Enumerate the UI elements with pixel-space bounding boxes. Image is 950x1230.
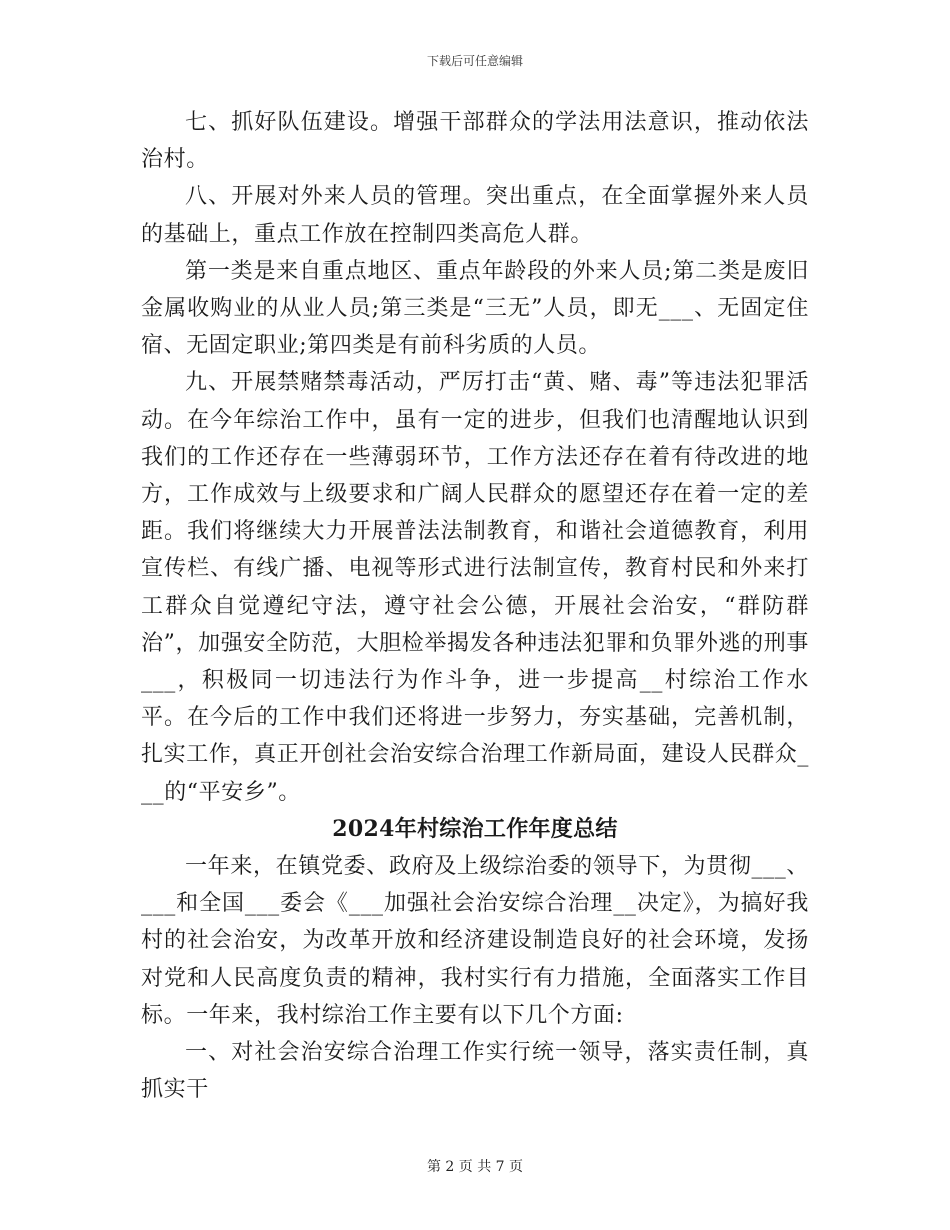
paragraph-item-7: 七、抓好队伍建设。增强干部群众的学法用法意识，推动依法治村。: [141, 110, 809, 173]
page-footer: 第 2 页 共 7 页: [426, 1159, 524, 1175]
document-title: 2024年村综治工作年度总结: [332, 815, 618, 842]
paragraph-intro: 一年来，在镇党委、政府及上级综治委的领导下，为贯彻___、___和全国___委会《___加强社会治安综合治理__决定》，为搞好我村的社会治安，为改革开放和经济建设制造良好的社会环境，发扬对党和人民高度负责的精神，我村实行有力措施，全面落实工作目标。一年来，我村综治工作主要有以下几个方面:: [141, 854, 809, 1028]
paragraph-item-8: 八、开展对外来人员的管理。突出重点，在全面掌握外来人员的基础上，重点工作放在控制四类高危人群。: [141, 184, 809, 247]
paragraph-four-categories: 第一类是来自重点地区、重点年龄段的外来人员;第二类是废旧金属收购业的从业人员;第三类是“三无”人员，即无___、无固定住宿、无固定职业;第四类是有前科劣质的人员。: [141, 258, 809, 359]
paragraph-item-9: 九、开展禁赌禁毒活动，严厉打击“黄、赌、毒”等违法犯罪活动。在今年综治工作中，虽有一定的进步，但我们也清醒地认识到我们的工作还存在一些薄弱环节，工作方法还存在着有待改进的地方，工作成效与上级要求和广阔人民群众的愿望还存在着一定的差距。我们将继续大力开展普法法制教育，和谐社会道德教育，利用宣传栏、有线广播、电视等形式进行法制宣传，教育村民和外来打工群众自觉遵纪守法，遵守社会公德，开展社会治安，“群防群治”，加强安全防范，大胆检举揭发各种违法犯罪和负罪外逃的刑事___，积极同一切违法行为作斗争，进一步提高__村综治工作水平。在今后的工作中我们还将进一步努力，夯实基础，完善机制，扎实工作，真正开创社会治安综合治理工作新局面，建设人民群众___的“平安乡”。: [141, 370, 809, 805]
paragraph-section-1: 一、对社会治安综合治理工作实行统一领导，落实责任制，真抓实干: [141, 1040, 809, 1103]
header-note: 下载后可任意编辑: [426, 54, 523, 68]
document-body: [141, 104, 809, 1108]
